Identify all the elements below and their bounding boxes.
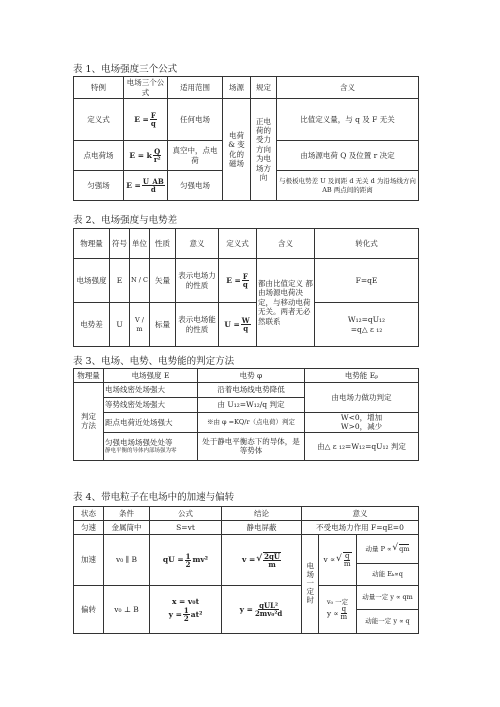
t1-formula: E = $\frac{U\_AB}{d}$ [124, 171, 168, 201]
t2-head: 物理量 [74, 229, 110, 259]
t4-m1: v₀ 一定 y ∝ q m [319, 586, 357, 634]
t4-concl: 静电屏蔽 [222, 521, 302, 535]
table3 [73, 368, 419, 461]
table2-caption: 表 2、电场强度与电势差 [73, 215, 178, 226]
t3-ep: 由电场力做功判定 [305, 383, 419, 413]
table3-caption: 表 3、电场、电势、电势能的判定方法 [73, 356, 235, 367]
t3-phi: 沿着电场线电势降低 [198, 383, 305, 398]
t4-concl: v = √ 2qU m [222, 535, 302, 586]
t3-head: 电势 φ [198, 369, 305, 383]
t4-m2a: 动量一定 y ∝ qm [357, 586, 419, 610]
t1-head: 适用范围 [168, 77, 223, 99]
t4-head: 条件 [104, 507, 150, 521]
table1-caption: 表 1、电场强度三个公式 [73, 64, 178, 75]
t4-state: 加速 [74, 535, 104, 586]
table2 [73, 228, 419, 347]
t2-head: 符号 [110, 229, 130, 259]
t1-source: 电荷 & 变化的磁场 [223, 99, 251, 201]
t3-e: 电场线密处场强大 [104, 383, 198, 398]
t2-head: 意义 [176, 229, 219, 259]
t1-head: 规定 [251, 77, 277, 99]
t1-head: 特例 [74, 77, 124, 99]
t2-sense: 表示电场力的性质 [176, 259, 219, 303]
t2-formula: E = $\frac{F}{q}$ [219, 259, 257, 303]
t2-unit: N / C [130, 259, 150, 303]
t4-state: 偏转 [74, 586, 104, 634]
t4-state: 匀速 [74, 521, 104, 535]
t3-phi: 处于静电平衡态下的导体，是等势体 [198, 432, 305, 460]
t3-head: 电势能 Eₚ [305, 369, 419, 383]
t3-ep: W<0，增加 W>0，减少 [305, 413, 419, 433]
table4-caption: 表 4、带电粒子在电场中的加速与偏转 [73, 492, 235, 503]
table1 [73, 76, 419, 201]
t4-m2a: 动量 P ∝ √ qm [357, 535, 419, 564]
t1-range: 任何电场 [168, 99, 223, 141]
t1-head: 含义 [277, 77, 419, 99]
t2-name: 电势差 [74, 303, 110, 347]
t2-head: 性质 [150, 229, 176, 259]
t1-range: 真空中，点电荷 [168, 141, 223, 171]
t2-sym: U [110, 303, 130, 347]
t1-meaning: 由场源电荷 Q 及位置 r 决定 [277, 141, 419, 171]
t2-conv: F=qE [315, 259, 419, 303]
t1-range: 匀强电场 [168, 171, 223, 201]
t4-formula: x = v₀t y = $\frac{1}{2}$ at² [150, 586, 222, 634]
t1-row-name: 匀强场 [74, 171, 124, 201]
t4-head: 公式 [150, 507, 222, 521]
t2-prop: 矢量 [150, 259, 176, 303]
t3-e: 等势线密处场强大 [104, 398, 198, 413]
t1-formula: E = $\frac{F}{q}$ [124, 99, 168, 141]
t1-head: 电场三个公式 [124, 77, 168, 99]
t3-side: 判定方法 [74, 383, 104, 461]
t4-m1: v ∝ √ q m [319, 535, 357, 586]
t4-formula: qU = $\frac{1}{2}$ mv² [150, 535, 222, 586]
t2-prop: 标量 [150, 303, 176, 347]
table4 [73, 506, 419, 634]
t4-cond: 金属筒中 [104, 521, 150, 535]
t3-e: 距点电荷近处场强大 [104, 413, 198, 433]
t2-head: 含义 [257, 229, 315, 259]
t2-head: 转化式 [315, 229, 419, 259]
t2-head: 定义式 [219, 229, 257, 259]
t4-head: 意义 [302, 507, 419, 521]
t4-cond: v₀ ∥ B [104, 535, 150, 586]
t4-m2b: 动能 Eₖ∝q [357, 564, 419, 586]
t4-meaning: 不受电场力作用 F=qE=0 [302, 521, 419, 535]
t1-head: 场源 [223, 77, 251, 99]
t2-meaning: 都由比值定义 都由场源电荷决定，与移动电荷无关。两者无必然联系 [257, 259, 315, 347]
t4-side: 电场一定时 [302, 535, 319, 634]
t3-e: 匀强电场场强处处等 静电平衡的导体内部场强为零 [104, 432, 198, 460]
t1-row-name: 点电荷场 [74, 141, 124, 171]
t2-sense: 表示电场能的性质 [176, 303, 219, 347]
t1-row-name: 定义式 [74, 99, 124, 141]
t2-name: 电场强度 [74, 259, 110, 303]
t4-formula: S=vt [150, 521, 222, 535]
t3-ep: 由△ ε ₁₂=W₁₂=qU₁₂ 判定 [305, 432, 419, 460]
t1-meaning: 与极板电势差 U 及间距 d 无关 d 为沿场线方向 AB 两点间的距离 [277, 171, 419, 201]
t4-head: 结论 [222, 507, 302, 521]
t4-m2b: 动能一定 y ∝ q [357, 610, 419, 634]
t2-head: 单位 [130, 229, 150, 259]
t4-head: 状态 [74, 507, 104, 521]
t2-unit: V / m [130, 303, 150, 347]
t3-phi: ※由 φ =KQ/r（点电荷）判定 [198, 413, 305, 433]
t4-cond: v₀ ⊥ B [104, 586, 150, 634]
t2-formula: U = $\frac{W}{q}$ [219, 303, 257, 347]
t2-conv: W₁₂=qU₁₂ =q△ ε ₁₂ [315, 303, 419, 347]
t4-concl: y = qUL² 2mv₀²d [222, 586, 302, 634]
t3-head: 物理量 [74, 369, 104, 383]
t3-head: 电场强度 E [104, 369, 198, 383]
t1-formula: E = k Q r² [124, 141, 168, 171]
t2-sym: E [110, 259, 130, 303]
t1-meaning: 比值定义量，与 q 及 F 无关 [277, 99, 419, 141]
t3-phi: 由 U₁₂=W₁₂/q 判定 [198, 398, 305, 413]
t1-rule: 正电荷的受力方向为电场方向 [251, 99, 277, 201]
